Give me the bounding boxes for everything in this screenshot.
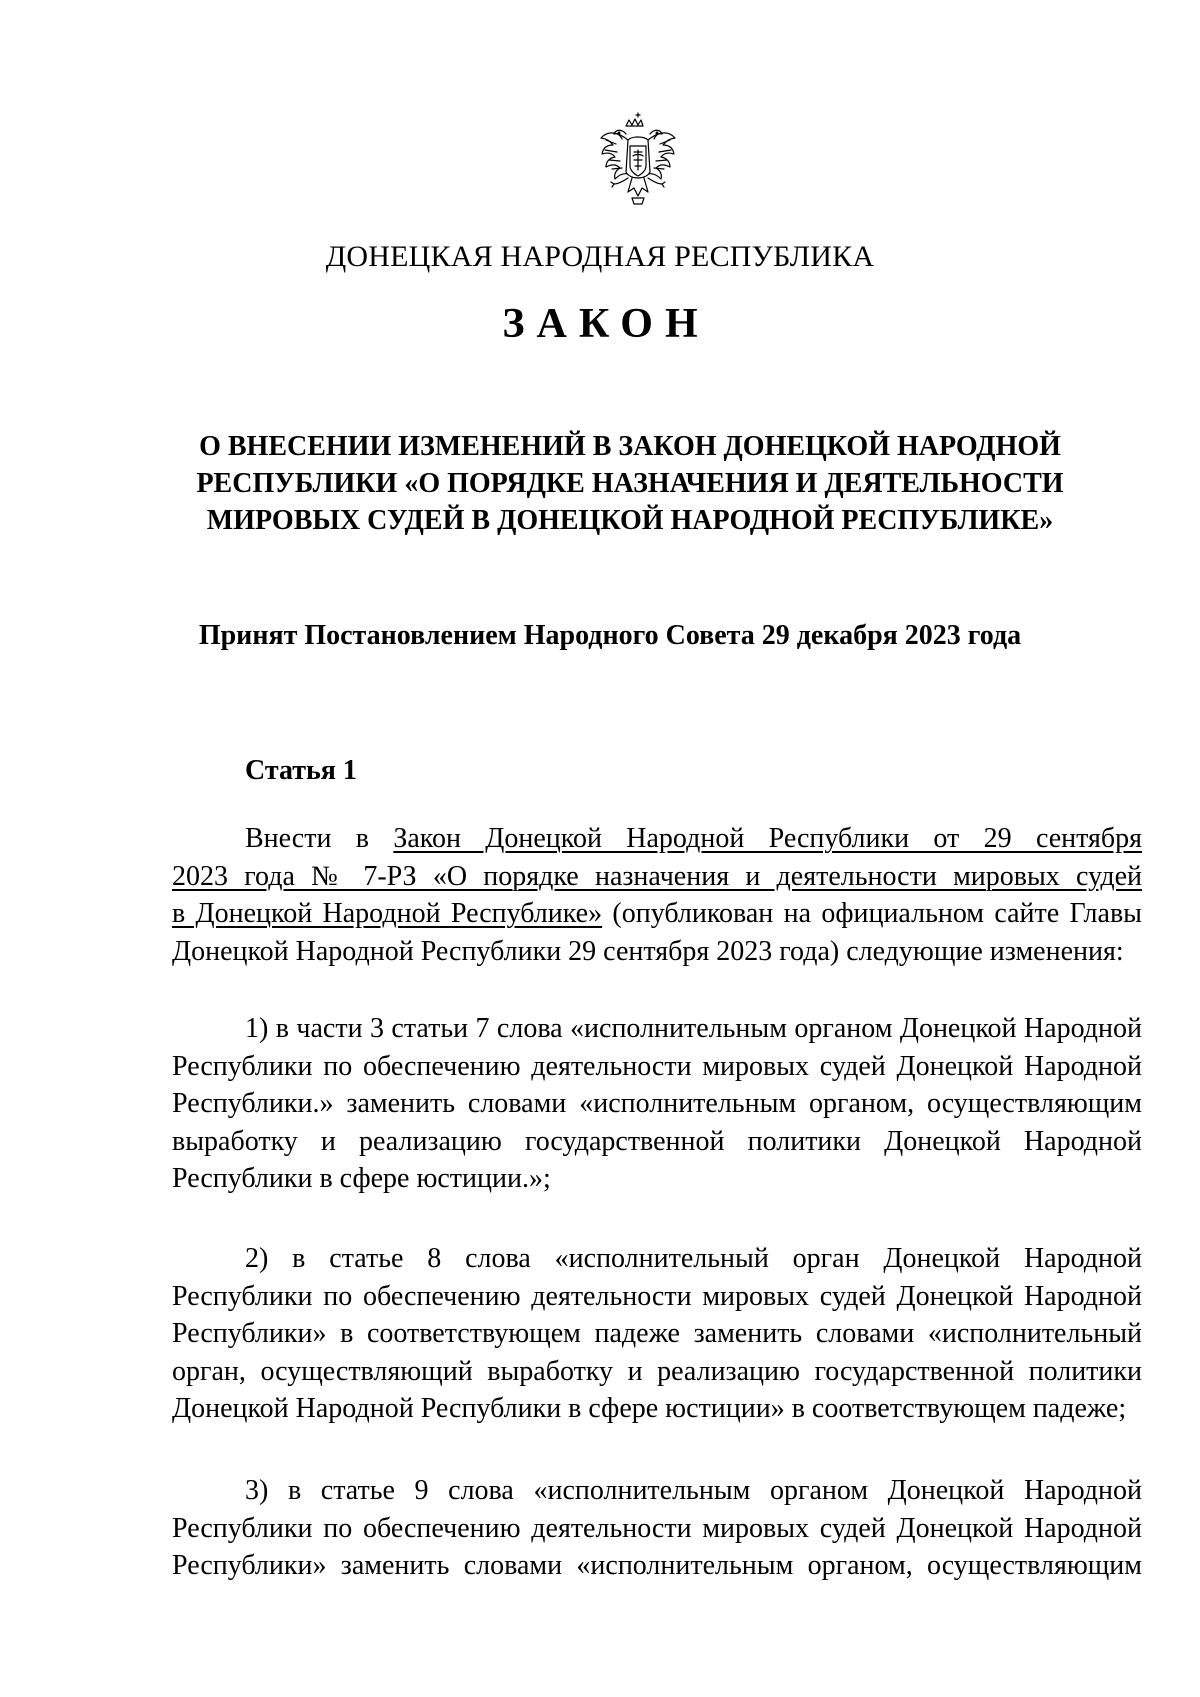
amendment-item-3 (172, 1472, 1142, 1585)
law-reference-link[interactable]: в Донецкой Народной Республике» (172, 898, 603, 929)
coat-of-arms-eagle-icon (598, 112, 678, 210)
adoption-note: Принят Постановлением Народного Совета 29 декабря 2023 года (198, 620, 1022, 651)
paragraph-line: Донецкой Народной Республики 29 сентября 2023 года) следующие изменения: (172, 935, 1124, 967)
paragraph-line: орган, осуществляющий выработку и реализацию государственной политики (172, 1355, 1142, 1387)
law-title-line: РЕСПУБЛИКИ «О ПОРЯДКЕ НАЗНАЧЕНИЯ И ДЕЯТЕЛЬНОСТИ (196, 468, 1064, 499)
paragraph-line: Республики в сфере юстиции.»; (172, 1163, 551, 1194)
law-title-line: О ВНЕСЕНИИ ИЗМЕНЕНИЙ В ЗАКОН ДОНЕЦКОЙ НАРОДНОЙ (199, 431, 1061, 462)
paragraph-line: 2) в статье 8 слова «исполнительный орган Донецкой Народной (245, 1243, 1142, 1274)
law-title-line: МИРОВЫХ СУДЕЙ В ДОНЕЦКОЙ НАРОДНОЙ РЕСПУБЛИКЕ» (206, 505, 1054, 536)
paragraph-line: Республики.» заменить словами «исполнительным органом, осуществляющим (172, 1088, 1142, 1119)
article-heading: Статья 1 (245, 755, 357, 786)
paragraph-line: выработку и реализацию государственной политики Донецкой Народной (172, 1125, 1142, 1157)
law-reference-link[interactable]: Закон Донецкой Народной Республики от 29 сентября (393, 823, 1142, 854)
amendment-item-1 (172, 1010, 1142, 1198)
paragraph-line: 1) в части 3 статьи 7 слова «исполнительным органом Донецкой Народной (245, 1013, 1142, 1044)
republic-name: ДОНЕЦКАЯ НАРОДНАЯ РЕСПУБЛИКА (325, 240, 875, 273)
paragraph-line: Республики по обеспечению деятельности мировых судей Донецкой Народной (172, 1050, 1142, 1082)
article-intro-paragraph (172, 820, 1142, 970)
intro-text: (опубликован на официальном сайте Главы (602, 898, 1142, 929)
paragraph-line: Республики» заменить словами «исполнительным органом, осуществляющим (172, 1550, 1142, 1581)
paragraph-line: 3) в статье 9 слова «исполнительным органом Донецкой Народной (245, 1475, 1142, 1506)
amendment-item-2 (172, 1240, 1142, 1428)
paragraph-line: Донецкой Народной Республики в сфере юстиции» в соответствующем падеже; (172, 1393, 1127, 1424)
paragraph-line: Республики по обеспечению деятельности мировых судей Донецкой Народной (172, 1512, 1142, 1544)
law-title (150, 428, 1110, 539)
paragraph-line (172, 858, 1142, 896)
paragraph-line: Республики» в соответствующем падеже заменить словами «исполнительный (172, 1318, 1142, 1349)
document-type: ЗАКОН (502, 301, 710, 347)
paragraph-line (172, 895, 1142, 933)
law-reference-link[interactable]: 2023 года № 7-РЗ «О порядке назначения и деятельности мировых судей (172, 860, 1142, 892)
intro-text: Внести в (245, 823, 394, 854)
paragraph-line (172, 820, 1142, 858)
paragraph-line: Республики по обеспечению деятельности мировых судей Донецкой Народной (172, 1280, 1142, 1312)
